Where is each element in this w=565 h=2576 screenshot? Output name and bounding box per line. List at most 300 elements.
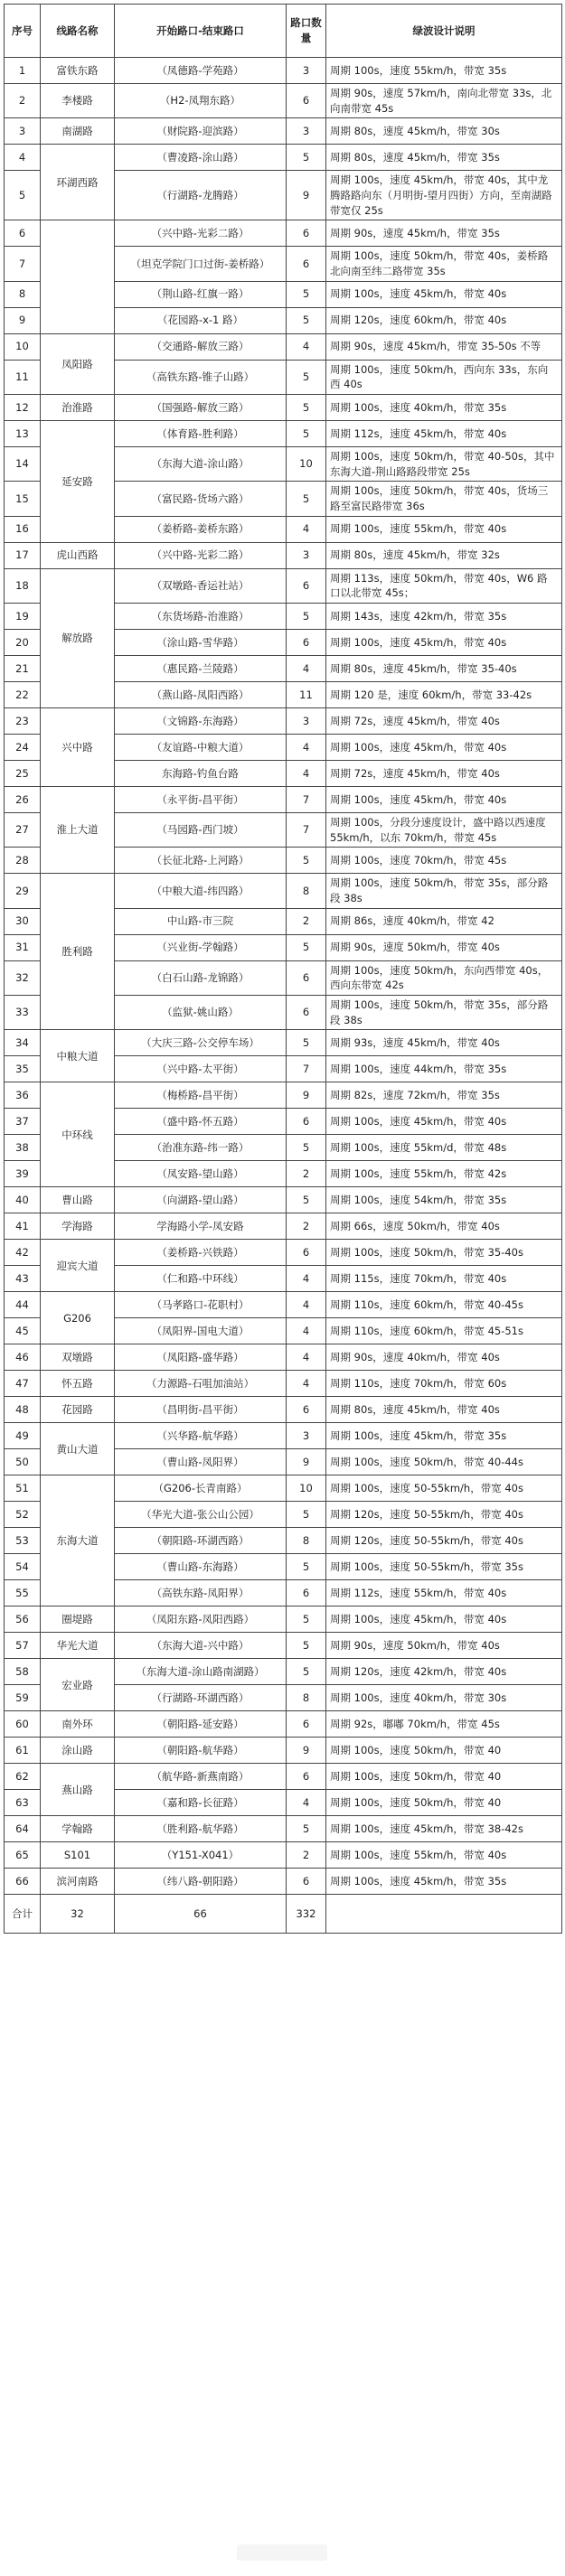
table-row (5, 1423, 562, 1449)
table-row (5, 395, 562, 421)
segment: （Y151-X041） (115, 1842, 287, 1869)
line-name: 淮上大道 (41, 787, 115, 874)
row-number: 34 (5, 1030, 41, 1056)
row-number: 14 (5, 447, 41, 482)
intersection-count: 4 (287, 1292, 326, 1318)
design-description: 周期 100s，速度 70km/h，带宽 45s (326, 848, 562, 874)
segment: （仁和路-中环线） (115, 1266, 287, 1292)
table-row (5, 421, 562, 447)
design-description: 周期 100s，速度 50km/h，带宽 40-50s，其中东海大道-荆山路路段带宽 25s (326, 447, 562, 482)
line-name: 胜利路 (41, 874, 115, 1030)
row-number: 63 (5, 1790, 41, 1816)
segment: （凤德路-学苑路） (115, 58, 287, 84)
intersection-count: 6 (287, 1397, 326, 1423)
row-number: 31 (5, 934, 41, 960)
segment: （东海大道-兴中路） (115, 1633, 287, 1659)
segment: （昌明街-昌平街） (115, 1397, 287, 1423)
row-number: 7 (5, 247, 41, 281)
design-description: 周期 86s，速度 40km/h，带宽 42 (326, 908, 562, 934)
segment: （凤阳界-国电大道） (115, 1318, 287, 1344)
row-number: 32 (5, 960, 41, 995)
row-number: 65 (5, 1842, 41, 1869)
design-description: 周期 110s，速度 70km/h，带宽 60s (326, 1371, 562, 1397)
segment: （东海大道-涂山路南湖路） (115, 1659, 287, 1685)
line-name: 中环线 (41, 1082, 115, 1187)
design-description: 周期 120s，速度 60km/h，带宽 40s (326, 307, 562, 333)
intersection-count: 7 (287, 813, 326, 848)
segment: （兴中路-光彩二路） (115, 220, 287, 247)
segment: （盛中路-怀五路） (115, 1109, 287, 1135)
segment: （体育路-胜利路） (115, 421, 287, 447)
design-description: 周期 112s，速度 55km/h，带宽 40s (326, 1580, 562, 1606)
table-row (5, 1371, 562, 1397)
line-name: 凤阳路 (41, 333, 115, 394)
row-number: 3 (5, 118, 41, 145)
design-description: 周期 80s，速度 45km/h，带宽 35s (326, 145, 562, 171)
table-header-row (5, 5, 562, 58)
line-name: 黄山大道 (41, 1423, 115, 1475)
design-description: 周期 120s，速度 50-55km/h，带宽 40s (326, 1528, 562, 1554)
intersection-count: 5 (287, 1502, 326, 1528)
row-number: 35 (5, 1056, 41, 1082)
segment: （交通路-解放三路） (115, 333, 287, 360)
segment: （向湖路-望山路） (115, 1187, 287, 1213)
intersection-count: 4 (287, 656, 326, 682)
intersection-count: 6 (287, 247, 326, 281)
row-number: 12 (5, 395, 41, 421)
line-name: 延安路 (41, 421, 115, 543)
intersection-count: 4 (287, 735, 326, 761)
segment: （行湖路-环湖西路） (115, 1685, 287, 1711)
segment: （监狱-姚山路） (115, 996, 287, 1030)
line-name: 虎山西路 (41, 542, 115, 568)
intersection-count: 5 (287, 307, 326, 333)
row-number: 1 (5, 58, 41, 84)
segment: （华光大道-张公山公园） (115, 1502, 287, 1528)
row-number: 10 (5, 333, 41, 360)
row-number: 28 (5, 848, 41, 874)
table-body (5, 58, 562, 1895)
design-description: 周期 90s，速度 40km/h，带宽 40s (326, 1344, 562, 1371)
design-description: 周期 100s，速度 40km/h，带宽 30s (326, 1685, 562, 1711)
table-row (5, 874, 562, 908)
segment: （燕山路-凤阳西路） (115, 682, 287, 708)
intersection-count: 10 (287, 447, 326, 482)
header-line-name: 线路名称 (41, 5, 115, 58)
intersection-count: 6 (287, 1711, 326, 1738)
total-intersections: 332 (287, 1895, 326, 1934)
row-number: 24 (5, 735, 41, 761)
row-number: 8 (5, 281, 41, 307)
table-row (5, 1292, 562, 1318)
intersection-count: 5 (287, 1816, 326, 1842)
total-description (326, 1895, 562, 1934)
table-row (5, 568, 562, 603)
design-description: 周期 100s，速度 40km/h，带宽 35s (326, 395, 562, 421)
table-row (5, 1397, 562, 1423)
design-description: 周期 100s，速度 50km/h，西向东 33s，东向西 40s (326, 360, 562, 394)
intersection-count: 4 (287, 1371, 326, 1397)
design-description: 周期 80s，速度 45km/h，带宽 35-40s (326, 656, 562, 682)
line-name: 南外环 (41, 1711, 115, 1738)
segment: （嘉和路-长征路） (115, 1790, 287, 1816)
intersection-count: 5 (287, 1659, 326, 1685)
row-number: 18 (5, 568, 41, 603)
design-description: 周期 100s，速度 54km/h，带宽 35s (326, 1187, 562, 1213)
row-number: 23 (5, 708, 41, 735)
intersection-count: 2 (287, 1213, 326, 1240)
line-name: 宏业路 (41, 1659, 115, 1711)
segment: （中粮大道-纬四路） (115, 874, 287, 908)
design-description: 周期 100s，速度 50km/h，带宽 40s，姜桥路北向南至纬二路带宽 35s (326, 247, 562, 281)
row-number: 58 (5, 1659, 41, 1685)
intersection-count: 5 (287, 395, 326, 421)
intersection-count: 5 (287, 360, 326, 394)
intersection-count: 5 (287, 281, 326, 307)
table-row (5, 1213, 562, 1240)
intersection-count: 6 (287, 1580, 326, 1606)
intersection-count: 4 (287, 516, 326, 542)
segment: （双墩路-香运社站） (115, 568, 287, 603)
design-description: 周期 90s，速度 50km/h，带宽 40s (326, 1633, 562, 1659)
row-number: 45 (5, 1318, 41, 1344)
watermark (237, 2544, 327, 2561)
line-name: 南湖路 (41, 118, 115, 145)
row-number: 36 (5, 1082, 41, 1109)
design-description: 周期 143s，速度 42km/h，带宽 35s (326, 604, 562, 630)
segment: （兴中路-太平街） (115, 1056, 287, 1082)
intersection-count: 4 (287, 333, 326, 360)
row-number: 56 (5, 1606, 41, 1633)
design-description: 周期 115s，速度 70km/h，带宽 40s (326, 1266, 562, 1292)
design-description: 周期 100s，速度 55km/h，带宽 40s (326, 516, 562, 542)
line-name: 李楼路 (41, 84, 115, 118)
intersection-count: 5 (287, 1187, 326, 1213)
intersection-count: 5 (287, 1135, 326, 1161)
intersection-count: 6 (287, 960, 326, 995)
design-description: 周期 120s，速度 42km/h，带宽 40s (326, 1659, 562, 1685)
design-description: 周期 110s，速度 60km/h，带宽 45-51s (326, 1318, 562, 1344)
table-row (5, 1869, 562, 1895)
header-description: 绿波设计说明 (326, 5, 562, 58)
segment: （富民路-货场六路） (115, 482, 287, 516)
intersection-count: 4 (287, 1790, 326, 1816)
intersection-count: 7 (287, 787, 326, 813)
row-number: 17 (5, 542, 41, 568)
row-number: 53 (5, 1528, 41, 1554)
intersection-count: 3 (287, 1423, 326, 1449)
design-description: 周期 120 是，速度 60km/h，带宽 33-42s (326, 682, 562, 708)
design-description: 周期 100s，速度 45km/h，带宽 35s (326, 1423, 562, 1449)
line-name: 东海大道 (41, 1475, 115, 1606)
row-number: 50 (5, 1449, 41, 1475)
segment: （力源路-石咀加油站） (115, 1371, 287, 1397)
design-description: 周期 100s，速度 50km/h，带宽 40s，货场三路至富民路带宽 36s (326, 482, 562, 516)
segment: （东货场路-治淮路） (115, 604, 287, 630)
line-name: 燕山路 (41, 1764, 115, 1816)
line-name: 双墩路 (41, 1344, 115, 1371)
segment: （凤阳东路-凤阳西路） (115, 1606, 287, 1633)
table-row (5, 1738, 562, 1764)
row-number: 54 (5, 1554, 41, 1580)
segment: （大庆三路-公交停车场） (115, 1030, 287, 1056)
segment: （兴华路-航华路） (115, 1423, 287, 1449)
row-number: 16 (5, 516, 41, 542)
design-description: 周期 100s，速度 50-55km/h，带宽 40s (326, 1475, 562, 1502)
intersection-count: 6 (287, 220, 326, 247)
segment: （凤阳路-盛华路） (115, 1344, 287, 1371)
line-name: S101 (41, 1842, 115, 1869)
intersection-count: 6 (287, 84, 326, 118)
line-name: 涂山路 (41, 1738, 115, 1764)
row-number: 60 (5, 1711, 41, 1738)
intersection-count: 5 (287, 1633, 326, 1659)
intersection-count: 5 (287, 482, 326, 516)
segment: （H2-凤翔东路） (115, 84, 287, 118)
intersection-count: 5 (287, 604, 326, 630)
row-number: 48 (5, 1397, 41, 1423)
design-description: 周期 72s，速度 45km/h，带宽 40s (326, 761, 562, 787)
intersection-count: 9 (287, 1449, 326, 1475)
design-description: 周期 100s，速度 45km/h，带宽 40s (326, 630, 562, 656)
row-number: 40 (5, 1187, 41, 1213)
segment: （曹山路-东海路） (115, 1554, 287, 1580)
intersection-count: 2 (287, 1842, 326, 1869)
green-wave-table (4, 4, 562, 1934)
intersection-count: 4 (287, 1344, 326, 1371)
design-description: 周期 90s，速度 57km/h，南向北带宽 33s，北向南带宽 45s (326, 84, 562, 118)
design-description: 周期 100s，速度 50-55km/h，带宽 35s (326, 1554, 562, 1580)
line-name: 学翰路 (41, 1816, 115, 1842)
row-number: 44 (5, 1292, 41, 1318)
segment: （友谊路-中粮大道） (115, 735, 287, 761)
intersection-count: 8 (287, 874, 326, 908)
line-name: G206 (41, 1292, 115, 1344)
design-description: 周期 100s，速度 45km/h，带宽 38-42s (326, 1816, 562, 1842)
row-number: 20 (5, 630, 41, 656)
segment: （朝阳路-环湖西路） (115, 1528, 287, 1554)
segment: （兴中路-光彩二路） (115, 542, 287, 568)
intersection-count: 5 (287, 1030, 326, 1056)
segment: （曹山路-凤阳界） (115, 1449, 287, 1475)
segment: （高铁东路-凤阳界） (115, 1580, 287, 1606)
segment: （长征北路-上河路） (115, 848, 287, 874)
row-number: 46 (5, 1344, 41, 1371)
table-row (5, 333, 562, 360)
row-number: 13 (5, 421, 41, 447)
segment: （坦克学院门口过街-姜桥路） (115, 247, 287, 281)
design-description: 周期 82s，速度 72km/h，带宽 35s (326, 1082, 562, 1109)
line-name: 富铁东路 (41, 58, 115, 84)
line-name: 曹山路 (41, 1187, 115, 1213)
line-name: 兴中路 (41, 708, 115, 787)
table-row (5, 1475, 562, 1502)
segment: （G206-长青南路） (115, 1475, 287, 1502)
intersection-count: 4 (287, 761, 326, 787)
segment: （荆山路-红旗一路） (115, 281, 287, 307)
intersection-count: 6 (287, 1869, 326, 1895)
intersection-count: 3 (287, 118, 326, 145)
design-description: 周期 90s，速度 50km/h，带宽 40s (326, 934, 562, 960)
design-description: 周期 100s，速度 45km/h，带宽 40s (326, 735, 562, 761)
row-number: 29 (5, 874, 41, 908)
design-description: 周期 80s，速度 45km/h，带宽 32s (326, 542, 562, 568)
line-name (41, 220, 115, 333)
segment: （涂山路-雪华路） (115, 630, 287, 656)
design-description: 周期 100s，速度 55km/h，带宽 42s (326, 1161, 562, 1187)
segment: （姜桥路-兴铁路） (115, 1240, 287, 1266)
row-number: 39 (5, 1161, 41, 1187)
table-row (5, 542, 562, 568)
intersection-count: 3 (287, 708, 326, 735)
intersection-count: 11 (287, 682, 326, 708)
row-number: 33 (5, 996, 41, 1030)
intersection-count: 6 (287, 1764, 326, 1790)
row-number: 57 (5, 1633, 41, 1659)
intersection-count: 3 (287, 542, 326, 568)
row-number: 61 (5, 1738, 41, 1764)
segment: （曹凌路-涂山路） (115, 145, 287, 171)
intersection-count: 5 (287, 145, 326, 171)
design-description: 周期 72s，速度 45km/h，带宽 40s (326, 708, 562, 735)
row-number: 22 (5, 682, 41, 708)
segment: （纬八路-朝阳路） (115, 1869, 287, 1895)
row-number: 15 (5, 482, 41, 516)
segment: （文锦路-东海路） (115, 708, 287, 735)
row-number: 43 (5, 1266, 41, 1292)
segment: （朝阳路-延安路） (115, 1711, 287, 1738)
segment: 东海路-钓鱼台路 (115, 761, 287, 787)
design-description: 周期 100s，速度 45km/h，带宽 35s (326, 1869, 562, 1895)
table-row (5, 1240, 562, 1266)
header-segment: 开始路口-结束路口 (115, 5, 287, 58)
row-number: 49 (5, 1423, 41, 1449)
line-name: 中粮大道 (41, 1030, 115, 1082)
row-number: 55 (5, 1580, 41, 1606)
design-description: 周期 100s，速度 45km/h，带宽 40s，其中龙腾路路向东（月明街-望月四街）方向，至南湖路带宽仅 25s (326, 171, 562, 220)
line-name: 花园路 (41, 1397, 115, 1423)
segment: （惠民路-兰陵路） (115, 656, 287, 682)
design-description: 周期 90s，速度 45km/h，带宽 35s (326, 220, 562, 247)
intersection-count: 8 (287, 1528, 326, 1554)
line-name: 解放路 (41, 568, 115, 707)
design-description: 周期 100s，速度 55km/h，带宽 35s (326, 58, 562, 84)
design-description: 周期 100s，速度 50km/h，带宽 40 (326, 1764, 562, 1790)
intersection-count: 10 (287, 1475, 326, 1502)
segment: （高铁东路-锥子山路） (115, 360, 287, 394)
design-description: 周期 100s，速度 45km/h，带宽 40s (326, 1606, 562, 1633)
intersection-count: 5 (287, 848, 326, 874)
row-number: 47 (5, 1371, 41, 1397)
segment: （胜利路-航华路） (115, 1816, 287, 1842)
design-description: 周期 100s，速度 44km/h，带宽 35s (326, 1056, 562, 1082)
design-description: 周期 80s，速度 45km/h，带宽 40s (326, 1397, 562, 1423)
row-number: 21 (5, 656, 41, 682)
row-number: 66 (5, 1869, 41, 1895)
line-name: 滨河南路 (41, 1869, 115, 1895)
table-row (5, 708, 562, 735)
segment: （行湖路-龙腾路） (115, 171, 287, 220)
intersection-count: 5 (287, 934, 326, 960)
design-description: 周期 100s，速度 45km/h，带宽 40s (326, 281, 562, 307)
segment: （东海大道-涂山路） (115, 447, 287, 482)
design-description: 周期 100s，速度 50km/h，带宽 35-40s (326, 1240, 562, 1266)
table-row (5, 1764, 562, 1790)
segment: （姜桥路-姜桥东路） (115, 516, 287, 542)
design-description: 周期 120s，速度 50-55km/h，带宽 40s (326, 1502, 562, 1528)
intersection-count: 5 (287, 421, 326, 447)
row-number: 51 (5, 1475, 41, 1502)
intersection-count: 6 (287, 1109, 326, 1135)
intersection-count: 6 (287, 568, 326, 603)
intersection-count: 9 (287, 171, 326, 220)
table-row (5, 1030, 562, 1056)
segment: （花园路-x-1 路） (115, 307, 287, 333)
row-number: 6 (5, 220, 41, 247)
design-description: 周期 113s，速度 50km/h，带宽 40s，W6 路口以北带宽 45s； (326, 568, 562, 603)
table-row (5, 220, 562, 247)
intersection-count: 2 (287, 1161, 326, 1187)
design-description: 周期 100s，速度 55km/h，带宽 40s (326, 1842, 562, 1869)
row-number: 19 (5, 604, 41, 630)
header-no: 序号 (5, 5, 41, 58)
row-number: 64 (5, 1816, 41, 1842)
intersection-count: 5 (287, 1606, 326, 1633)
segment: （朝阳路-航华路） (115, 1738, 287, 1764)
intersection-count: 3 (287, 58, 326, 84)
table-row (5, 1816, 562, 1842)
design-description: 周期 110s，速度 60km/h，带宽 40-45s (326, 1292, 562, 1318)
row-number: 2 (5, 84, 41, 118)
row-number: 27 (5, 813, 41, 848)
line-name: 治淮路 (41, 395, 115, 421)
row-number: 52 (5, 1502, 41, 1528)
table-row (5, 58, 562, 84)
table-row (5, 1659, 562, 1685)
table-row (5, 1711, 562, 1738)
row-number: 5 (5, 171, 41, 220)
segment: （国强路-解放三路） (115, 395, 287, 421)
design-description: 周期 93s，速度 45km/h，带宽 40s (326, 1030, 562, 1056)
segment: （马园路-西门坡） (115, 813, 287, 848)
line-name: 圈堤路 (41, 1606, 115, 1633)
design-description: 周期 100s，速度 50km/h，东向西带宽 40s，西向东带宽 42s (326, 960, 562, 995)
design-description: 周期 66s，速度 50km/h，带宽 40s (326, 1213, 562, 1240)
intersection-count: 8 (287, 1685, 326, 1711)
table-row (5, 1842, 562, 1869)
row-number: 37 (5, 1109, 41, 1135)
total-label: 合计 (5, 1895, 41, 1934)
row-number: 11 (5, 360, 41, 394)
line-name: 学海路 (41, 1213, 115, 1240)
table-row (5, 1633, 562, 1659)
segment: （马孝路口-花职村） (115, 1292, 287, 1318)
line-name: 怀五路 (41, 1371, 115, 1397)
design-description: 周期 100s，速度 50km/h，带宽 40-44s (326, 1449, 562, 1475)
total-lines: 32 (41, 1895, 115, 1934)
table-row (5, 84, 562, 118)
design-description: 周期 100s，速度 50km/h，带宽 40 (326, 1738, 562, 1764)
row-number: 26 (5, 787, 41, 813)
design-description: 周期 90s，速度 45km/h，带宽 35-50s 不等 (326, 333, 562, 360)
table-row (5, 1344, 562, 1371)
segment: （梅桥路-昌平街） (115, 1082, 287, 1109)
row-number: 42 (5, 1240, 41, 1266)
total-segments: 66 (115, 1895, 287, 1934)
line-name: 华光大道 (41, 1633, 115, 1659)
intersection-count: 6 (287, 996, 326, 1030)
row-number: 38 (5, 1135, 41, 1161)
